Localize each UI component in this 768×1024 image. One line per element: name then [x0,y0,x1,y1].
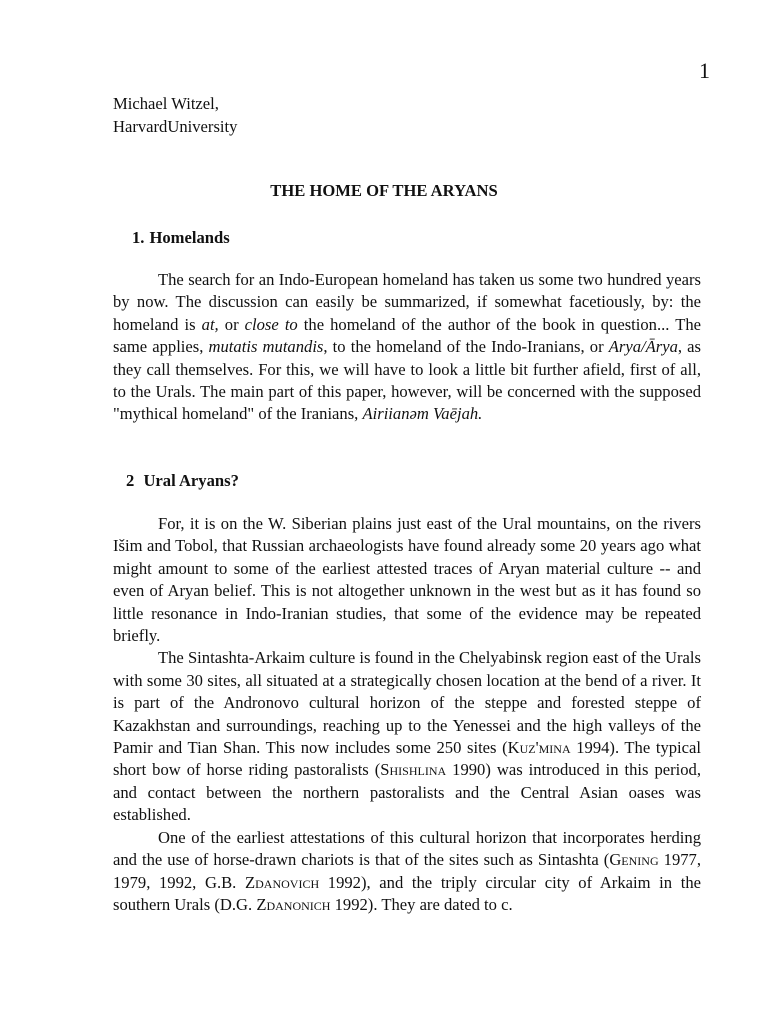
text-run: 1992), and the triply circular city of Arkaim in the southern Urals (D.G. [113,872,701,914]
italic-text: at, [201,314,219,334]
italic-text: mutatis mutandis [208,337,324,357]
text-run: the homeland of the author of the book in question... The same applies, [113,314,701,357]
section-title: Ural Aryans? [143,471,239,490]
citation-author: Zdanonich [256,894,331,914]
italic-text: close to [244,314,298,334]
text-run: , to the homeland of the Indo-Iranians, or [323,337,609,357]
paragraph [113,647,701,826]
text-run: 1990) was introduced in this period, and contact between the northern pastoralists and the Central Asian oases was established. [113,760,701,825]
section-heading-homelands [132,228,230,248]
section-title: Homelands [149,228,230,247]
citation-author: Shishlina [380,760,447,780]
citation-author: Zdanovich [244,872,320,892]
text-run: The Sintashta-Arkaim culture is found in the Chelyabinsk region east of the Urals with some 30 sites, all situated at a strategically chosen location at the bend of a river. It is part of the Andronovo cultural horizon of the steppe and forested steppe of Kazakhstan and surroundings, reaching up to the Yenessei and the high valleys of the Pamir and Tian Shan. This now includes some 250 sites ( [113,648,701,758]
paragraph [113,827,701,917]
text-run: The search for an Indo-European homeland has taken us some two hundred years by now. The discussion can easily be summarized, if somewhat facetiously, by: the homeland is [113,270,701,334]
citation-author: Kuz'mina [507,738,571,758]
text-run: One of the earliest attestations of this cultural horizon that incorporates herding and the use of horse-drawn chariots is that of the sites such as Sintashta ( [113,827,701,870]
italic-text: Airiianəm Vaējah. [362,404,483,424]
paragraph [113,269,701,426]
paragraph: For, it is on the W. Siberian plains just east of the Ural mountains, on the rivers Išim and Tobol, that Russian archaeologists have found already some 20 years ago what might amount to some of the earliest attested traces of Aryan material culture -- and even of Aryan belief. This is not altogether unknown in the west but as it has found so little resonance in Indo-Iranian studies, that some of the evidence may be repeated briefly. [113,514,701,646]
paper-title: THE HOME OF THE ARYANS [270,181,498,200]
text-run: , as they call themselves. For this, we will have to look a little bit further afield, first of all, to the Urals. The main part of this paper, however, will be concerned with the supposed "mythical homeland" of the Iranians, [113,337,701,424]
text-run: 1977, 1979, 1992, G.B. [113,850,701,892]
page-number: 1 [699,58,710,83]
italic-text: Arya/Ārya [608,337,678,357]
text-run: 1992). They are dated to c. [330,894,513,914]
section-heading-ural-aryans [126,471,239,491]
citation-author: Gening [609,850,659,870]
author-affiliation: HarvardUniversity [113,116,238,136]
section-body-homelands [113,269,701,426]
text-run: 1994). The typical short bow of horse riding pastoralists ( [113,738,701,780]
section-body-ural-aryans [113,513,701,916]
text-run: or [218,314,245,334]
author-block [113,93,237,138]
author-name: Michael Witzel, [113,94,219,113]
section-number: 2 [126,471,135,490]
section-number: 1. [132,228,145,247]
